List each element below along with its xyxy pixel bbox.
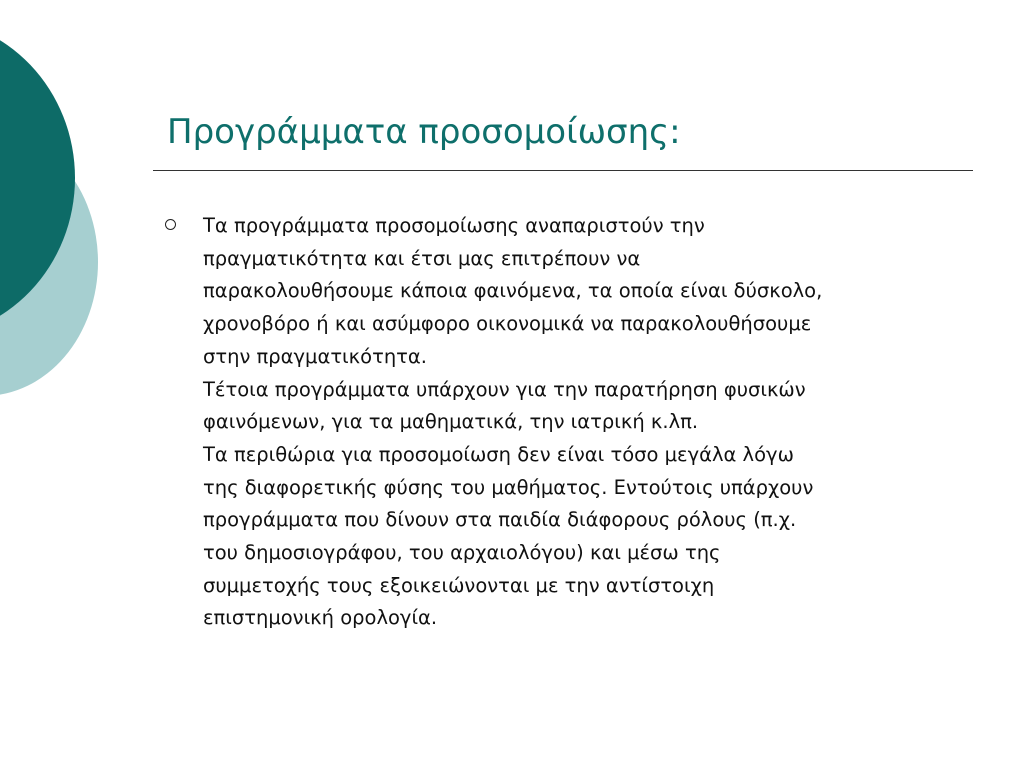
bullet-paragraph bbox=[203, 210, 993, 635]
paragraph-line: προγράμματα που δίνουν στα παιδία διάφορους ρόλους (π.χ. bbox=[203, 508, 797, 532]
paragraph-line: επιστημονική ορολογία. bbox=[203, 606, 438, 630]
paragraph-line: συμμετοχής τους εξοικειώνονται με την αντίστοιχη bbox=[203, 573, 715, 597]
paragraph-line: της διαφορετικής φύσης του μαθήματος. Εντούτοις υπάρχουν bbox=[203, 475, 814, 499]
paragraph-line: χρονοβόρο ή και ασύμφορο οικονομικά να παρακολουθήσουμε bbox=[203, 312, 812, 336]
paragraph-line: Τέτοια προγράμματα υπάρχουν για την παρατήρηση φυσικών bbox=[203, 377, 806, 401]
paragraph-line: Τα προγράμματα προσομοίωσης αναπαριστούν την bbox=[203, 214, 705, 237]
paragraph-line: παρακολουθήσουμε κάποια φαινόμενα, τα οποία είναι δύσκολο, bbox=[203, 279, 823, 303]
paragraph-line: φαινόμενων, για τα μαθηματικά, την ιατρική κ.λπ. bbox=[203, 410, 699, 434]
slide-title: Προγράμματα προσομοίωσης: bbox=[167, 112, 681, 152]
hollow-circle-bullet-icon bbox=[165, 219, 176, 230]
paragraph-line: του δημοσιογράφου, του αρχαιολόγου) και μέσω της bbox=[203, 541, 721, 565]
paragraph-line: πραγματικότητα και έτσι μας επιτρέπουν να bbox=[203, 246, 641, 270]
paragraph-line: στην πραγματικότητα. bbox=[203, 344, 427, 368]
title-divider bbox=[153, 170, 973, 171]
paragraph-line: Τα περιθώρια για προσομοίωση δεν είναι τόσο μεγάλα λόγω bbox=[203, 442, 794, 466]
